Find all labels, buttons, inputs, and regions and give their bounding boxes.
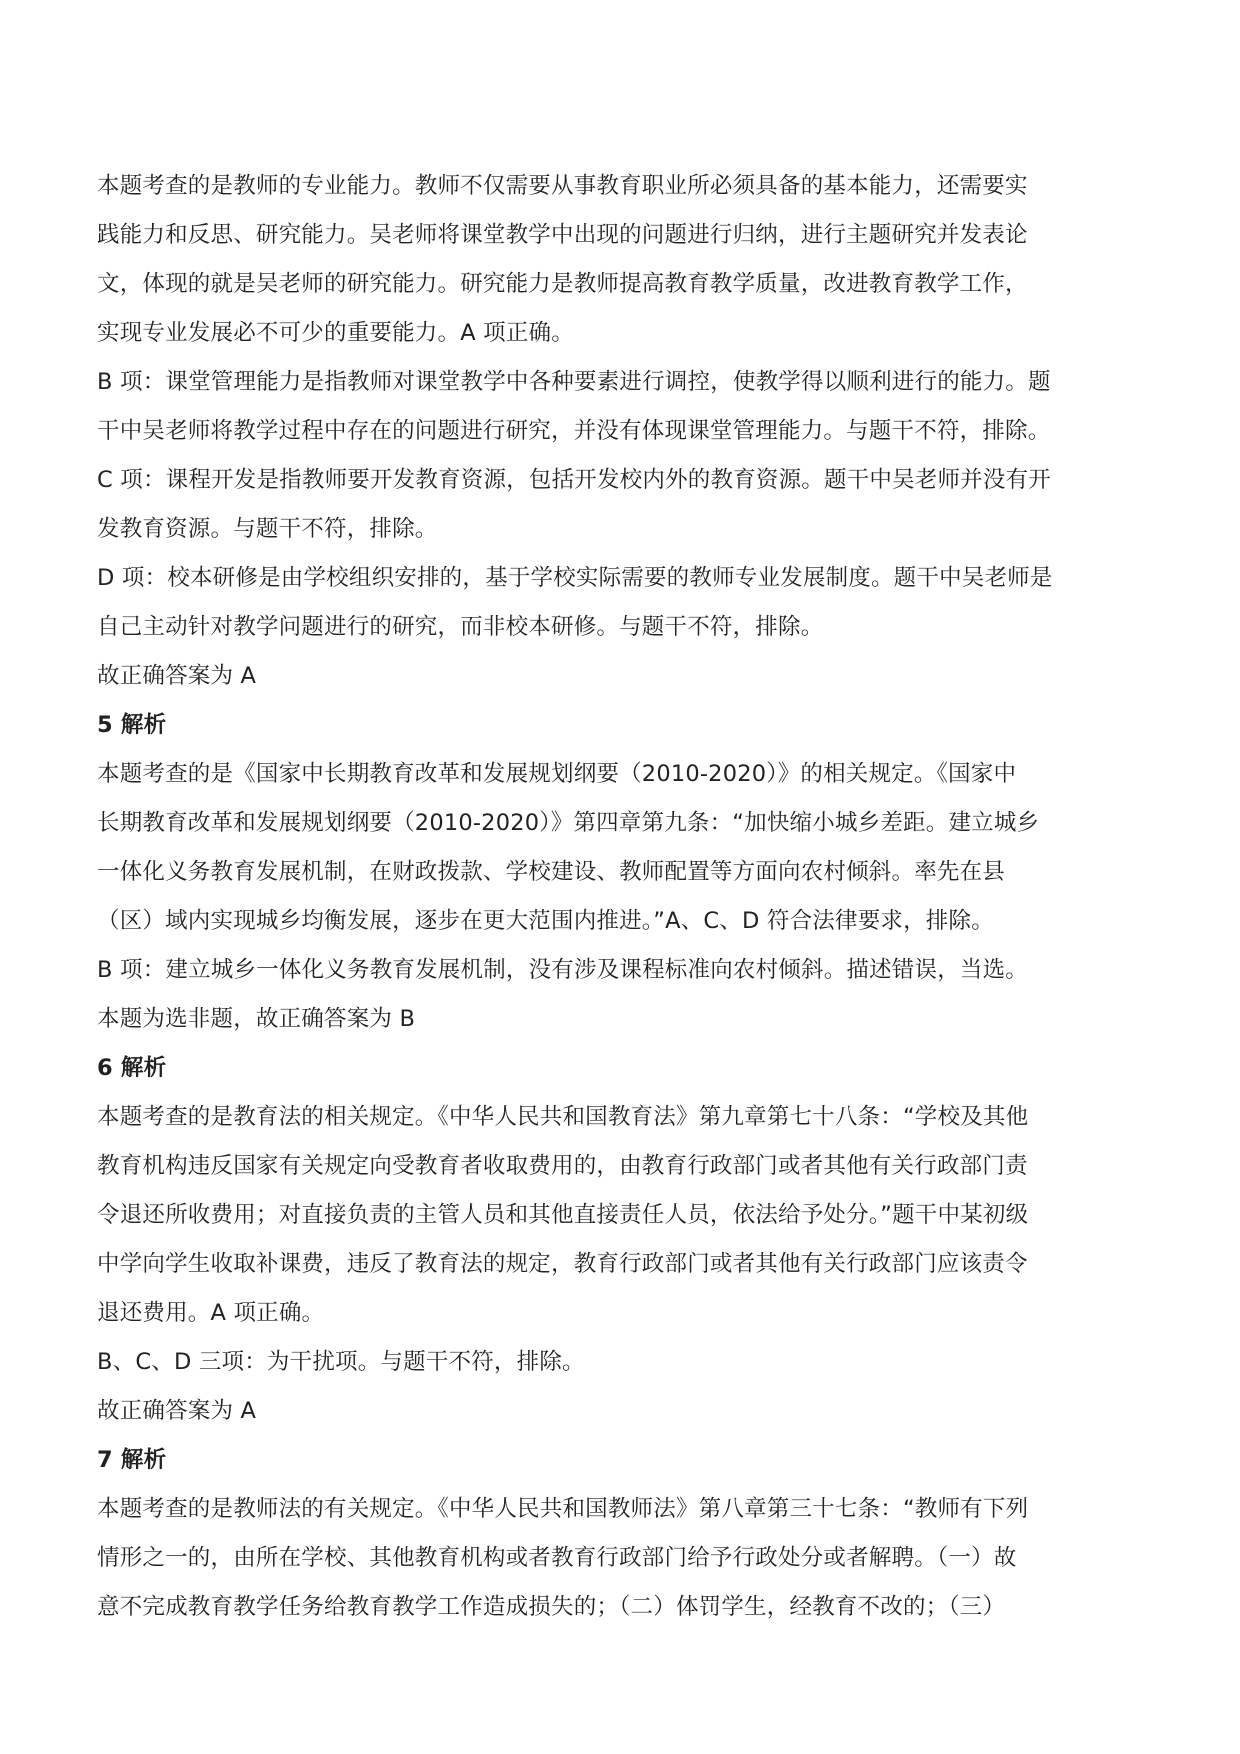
text-line: 本题考查的是教育法的相关规定。《中华人民共和国教育法》第九章第七十八条：“学校及其他 bbox=[97, 1104, 1029, 1130]
section-heading: 6 解析 bbox=[97, 1055, 167, 1081]
text-line: 自己主动针对教学问题进行的研究，而非校本研修。与题干不符，排除。 bbox=[97, 614, 824, 640]
text-line: 践能力和反思、研究能力。吴老师将课堂教学中出现的问题进行归纳，进行主题研究并发表论 bbox=[97, 222, 1028, 248]
text-line: 干中吴老师将教学过程中存在的问题进行研究，并没有体现课堂管理能力。与题干不符，排除。 bbox=[97, 418, 1051, 444]
text-line: 令退还所收费用；对直接负责的主管人员和其他直接责任人员，依法给予处分。”题干中某初级 bbox=[97, 1202, 1029, 1228]
text-line: B、C、D 三项：为干扰项。与题干不符，排除。 bbox=[97, 1349, 585, 1375]
text-line: D 项：校本研修是由学校组织安排的，基于学校实际需要的教师专业发展制度。题干中吴老师是 bbox=[97, 565, 1053, 591]
text-line: 故正确答案为 A bbox=[97, 663, 257, 689]
text-line: 退还费用。A 项正确。 bbox=[97, 1300, 325, 1326]
text-line: 发教育资源。与题干不符，排除。 bbox=[97, 516, 438, 542]
text-line: 故正确答案为 A bbox=[97, 1398, 257, 1424]
section-heading: 7 解析 bbox=[97, 1447, 167, 1473]
text-line: B 项：课堂管理能力是指教师对课堂教学中各种要素进行调控，使教学得以顺利进行的能力。题 bbox=[97, 369, 1051, 395]
text-line: 情形之一的，由所在学校、其他教育机构或者教育行政部门给予行政处分或者解聘。（一）故 bbox=[97, 1545, 1017, 1571]
text-line: 意不完成教育教学任务给教育教学工作造成损失的；（二）体罚学生，经教育不改的；（三） bbox=[97, 1594, 1006, 1620]
text-line: B 项：建立城乡一体化义务教育发展机制，没有涉及课程标准向农村倾斜。描述错误，当选。 bbox=[97, 957, 1028, 983]
section-heading: 5 解析 bbox=[97, 712, 167, 738]
text-line: 实现专业发展必不可少的重要能力。A 项正确。 bbox=[97, 320, 574, 346]
text-line: 本题考查的是教师法的有关规定。《中华人民共和国教师法》第八章第三十七条：“教师有下列 bbox=[97, 1496, 1029, 1522]
text-line: C 项：课程开发是指教师要开发教育资源，包括开发校内外的教育资源。题干中吴老师并没有开 bbox=[97, 467, 1051, 493]
text-line: 文，体现的就是吴老师的研究能力。研究能力是教师提高教育教学质量，改进教育教学工作， bbox=[97, 271, 1028, 297]
text-line: 本题考查的是教师的专业能力。教师不仅需要从事教育职业所必须具备的基本能力，还需要实 bbox=[97, 173, 1028, 199]
text-line: 一体化义务教育发展机制，在财政拨款、学校建设、教师配置等方面向农村倾斜。率先在县 bbox=[97, 859, 1006, 885]
document-body bbox=[97, 162, 1157, 1632]
text-line: 本题考查的是《国家中长期教育改革和发展规划纲要（2010-2020）》的相关规定。《国家中 bbox=[97, 761, 1017, 787]
text-line: 本题为选非题，故正确答案为 B bbox=[97, 1006, 416, 1032]
text-line: 中学向学生收取补课费，违反了教育法的规定，教育行政部门或者其他有关行政部门应该责令 bbox=[97, 1251, 1028, 1277]
text-line: 教育机构违反国家有关规定向受教育者收取费用的，由教育行政部门或者其他有关行政部门责 bbox=[97, 1153, 1028, 1179]
text-line: 长期教育改革和发展规划纲要（2010-2020）》第四章第九条：“加快缩小城乡差距。建立城乡 bbox=[97, 810, 1040, 836]
text-line: （区）域内实现城乡均衡发展，逐步在更大范围内推进。”A、C、D 符合法律要求，排除。 bbox=[97, 908, 994, 934]
